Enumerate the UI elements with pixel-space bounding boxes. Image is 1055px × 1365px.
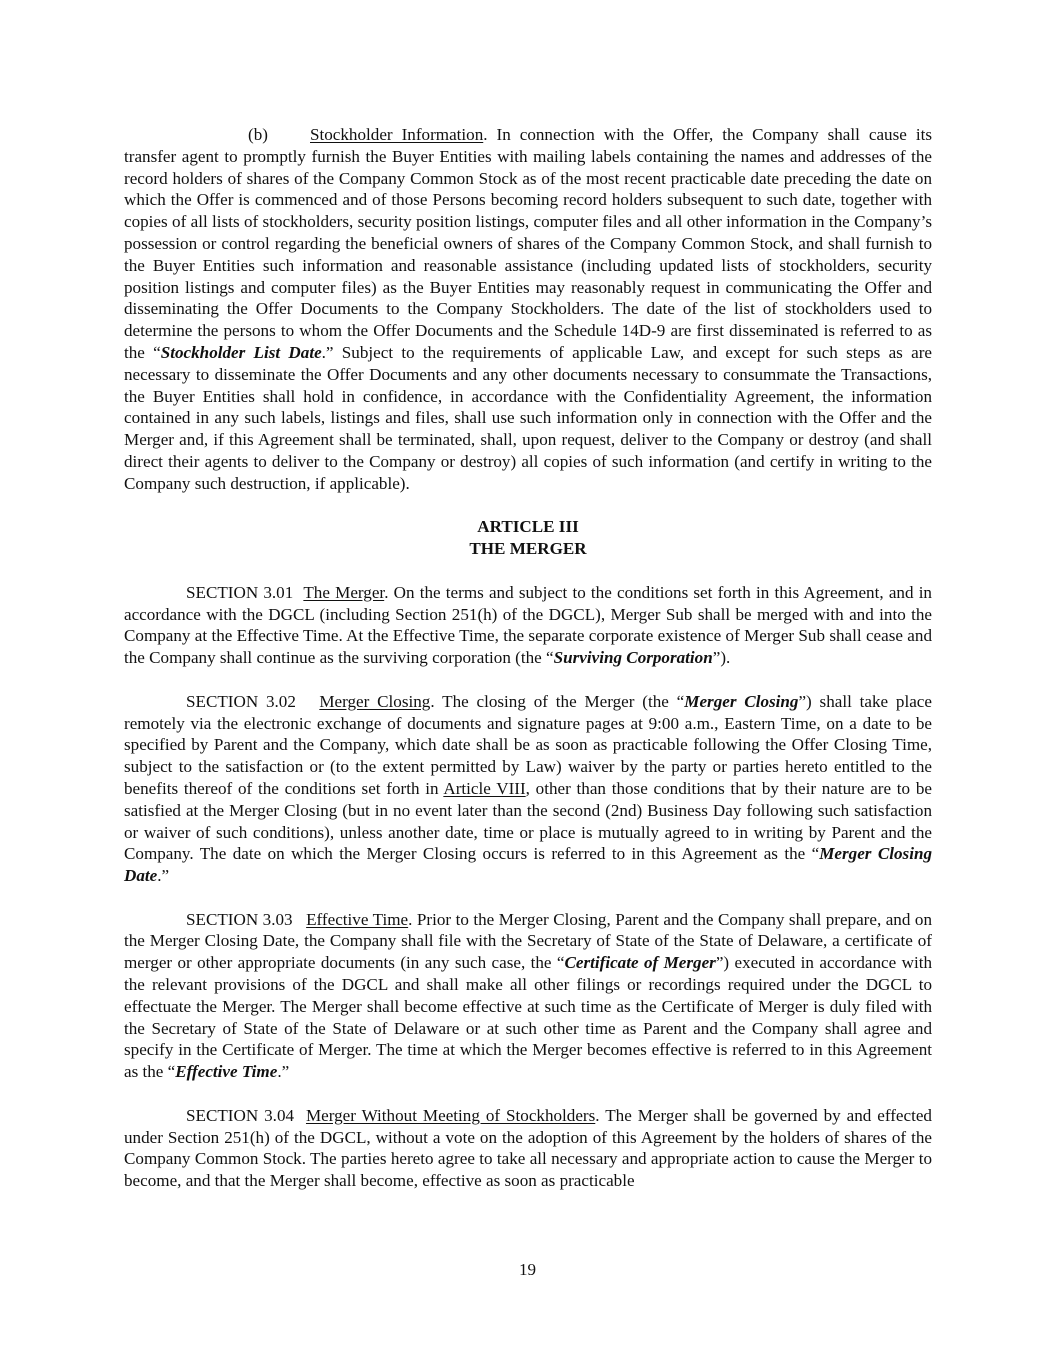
section-heading: Merger Without Meeting of Stockholders — [305, 1105, 596, 1125]
defined-term: Effective Time — [175, 1062, 278, 1082]
paragraph-text: . Prior to the Merger Closing, Parent and the Company shall prepare, and on the Merger Closing Date, the Company shall file with the Secretary of State of the State of Delaware, a certificate of merger or other appropriate documents (in any such case, the “ — [124, 909, 932, 973]
section-heading: Effective Time — [306, 909, 409, 929]
section-heading: The Merger — [303, 582, 385, 602]
paragraph-text: . The Merger shall be governed by and effected under Section 251(h) of the DGCL, without a vote on the adoption of this Agreement by the holders of shares of the Company Common Stock. The parties hereto agree to take all necessary and appropriate action to cause the Merger to become, and that the Merger shall become, effective as soon as practicable — [124, 1105, 932, 1191]
paragraph-text: .” — [277, 1062, 290, 1082]
section-3-04 — [124, 1105, 932, 1192]
article-number: ARTICLE III — [477, 517, 579, 537]
page-number: 19 — [518, 1260, 537, 1279]
section-number: SECTION 3.01 — [186, 582, 294, 602]
defined-term: Merger Closing Date — [124, 844, 932, 886]
paragraph-text: . In connection with the Offer, the Company shall cause its transfer agent to promptly furnish the Buyer Entities with mailing labels containing the names and addresses of the record holders of shares of the Company Common Stock as of the most recent practicable date preceding the date on which the Offer is commenced and of those Persons becoming record holders subsequent to such date, together with copies of all lists of stockholders, security position listings, computer files and all other information in the Company’s possession or control regarding the beneficial owners of shares of the Company Common Stock, and shall furnish to the Buyer Entities such information and reasonable assistance (including updated lists of stockholders, security position listings and computer files) as the Buyer Entities may reasonably request in communicating the Offer and disseminating the Offer Documents to the Company Stockholders. The date of the list of stockholders used to determine the persons to whom the Offer Documents and the Schedule 14D-9 are first disseminated is referred to as the “ — [124, 125, 932, 362]
article-title: THE MERGER — [469, 539, 587, 559]
paragraph-text: .” Subject to the requirements of applicable Law, and except for such steps as are necessary to disseminate the Offer Documents and any other documents necessary to consummate the Transactions, the Buyer Entities shall hold in confidence, in accordance with the Confidentiality Agreement, the information contained in any such labels, listings and files, shall use such information only in connection with the Offer and the Merger and, if this Agreement shall be terminated, shall, upon request, deliver to the Company or destroy (and shall direct their agents to deliver to the Company or destroy) all copies of such information (and certify in writing to the Company such destruction, if applicable). — [124, 342, 932, 493]
document-page — [124, 124, 932, 1192]
section-3-01 — [124, 582, 932, 669]
paragraph-text: ”) executed in accordance with the relevant provisions of the DGCL and shall make all other filings or recordings required under the DGCL to effectuate the Merger. The Merger shall become effective at such time as the Certificate of Merger is duly filed with the Secretary of State of the State of Delaware or at such other time as Parent and the Company shall agree and specify in the Certificate of Merger. The time at which the Merger becomes effective is referred to in this Agreement as the “ — [124, 953, 933, 1082]
paragraph-text: , other than those conditions that by their nature are to be satisfied at the Merger Closing (but in no event later than the second (2nd) Business Day following such satisfaction or waiver of such conditions), unless another date, time or place is mutually agreed to in writing by Parent and the Company. The date on which the Merger Closing occurs is referred to in this Agreement as the “ — [124, 778, 932, 864]
section-heading: Merger Closing — [319, 691, 431, 711]
defined-term: Surviving Corporation — [553, 648, 713, 668]
paragraph-label: (b) — [248, 125, 268, 144]
section-3-03 — [124, 909, 932, 1083]
section-number: SECTION 3.03 — [186, 909, 293, 929]
paragraph-b-stockholder-information — [124, 124, 932, 495]
paragraph-text: . On the terms and subject to the conditions set forth in this Agreement, and in accordance with the DGCL (including Section 251(h) of the DGCL), Merger Sub shall be merged with and into the Company at the Effective Time. At the Effective Time, the separate corporate existence of Merger Sub shall cease and the Company shall continue as the surviving corporation (the “ — [124, 582, 932, 668]
section-3-02 — [124, 691, 932, 887]
defined-term: Stockholder List Date — [160, 342, 322, 362]
defined-term: Merger Closing — [684, 691, 799, 711]
paragraph-text: . The closing of the Merger (the “ — [430, 691, 685, 711]
section-heading: Stockholder Information — [310, 125, 484, 144]
paragraph-text: ”). — [712, 648, 731, 668]
paragraph-text: ”) shall take place remotely via the electronic exchange of documents and signature pages at 9:00 a.m., Eastern Time, on a date to be specified by Parent and the Company, which date shall be as soon as practicable following the Offer Closing Time, subject to the satisfaction or (to the extent permitted by Law) waiver by the party or parties hereto entitled to the benefits thereof of the conditions set forth in — [124, 691, 932, 798]
article-viii-link[interactable]: Article VIII — [443, 778, 526, 798]
defined-term: Certificate of Merger — [564, 953, 716, 973]
article-heading — [124, 516, 932, 560]
section-number: SECTION 3.02 — [186, 691, 296, 711]
paragraph-text: .” — [157, 866, 170, 886]
section-number: SECTION 3.04 — [186, 1105, 295, 1125]
